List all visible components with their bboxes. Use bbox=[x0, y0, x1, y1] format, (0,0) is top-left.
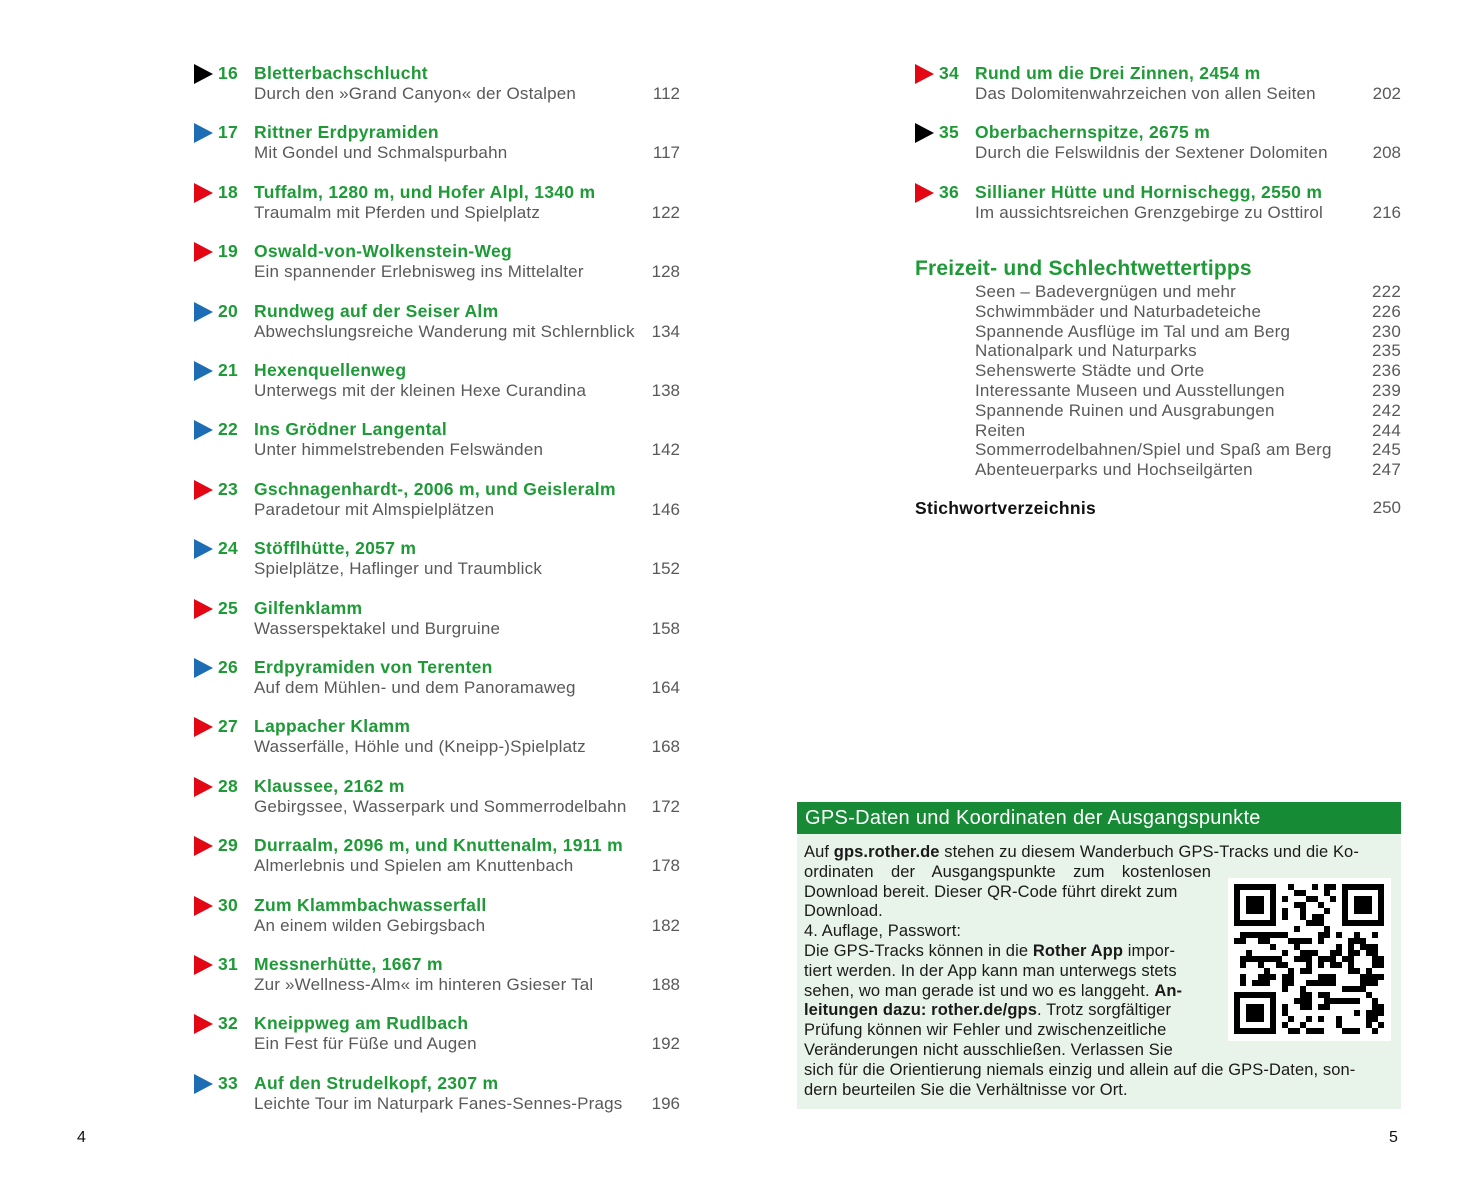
difficulty-triangle-icon bbox=[194, 361, 213, 381]
tip-label: Nationalpark und Naturparks bbox=[975, 341, 1197, 361]
gps-info-box bbox=[797, 802, 1401, 1109]
gps-text-line: tiert werden. In der App kann man unterwegs stets bbox=[804, 961, 1177, 980]
tip-label: Sehenswerte Städte und Orte bbox=[975, 361, 1205, 381]
tip-item[interactable] bbox=[975, 381, 1401, 401]
gps-text-part: sehen, wo man gerade ist und wo es langgeht. bbox=[804, 981, 1155, 1000]
tour-subtitle: Gebirgssee, Wasserpark und Sommerrodelbahn bbox=[254, 796, 627, 816]
toc-entry[interactable] bbox=[194, 418, 680, 462]
tour-title: Ins Grödner Langental bbox=[254, 419, 447, 440]
qr-code-icon[interactable] bbox=[1228, 878, 1391, 1041]
tour-number: 25 bbox=[218, 597, 239, 618]
difficulty-triangle-icon bbox=[194, 480, 213, 500]
gps-box-title: GPS-Daten und Koordinaten der Ausgangspunkte bbox=[797, 802, 1401, 834]
tip-page-number: 230 bbox=[1372, 321, 1401, 341]
tour-page-number: 172 bbox=[651, 796, 680, 816]
tip-page-number: 244 bbox=[1372, 420, 1401, 440]
gps-text-line bbox=[804, 942, 1211, 962]
tour-title: Messnerhütte, 1667 m bbox=[254, 954, 443, 974]
gps-text-part: Die GPS-Tracks können in die bbox=[804, 941, 1033, 960]
tour-title: Lappacher Klamm bbox=[254, 716, 411, 737]
toc-entry[interactable] bbox=[194, 1072, 680, 1116]
tour-page-number: 138 bbox=[651, 381, 680, 400]
gps-bold-text: An- bbox=[1154, 981, 1183, 1000]
tour-subtitle: Mit Gondel und Schmalspurbahn bbox=[254, 143, 508, 163]
tour-subtitle: Ein spannender Erlebnisweg ins Mittelalter bbox=[254, 262, 584, 282]
gps-link-text[interactable]: leitungen dazu: rother.de/gps bbox=[804, 1001, 1037, 1020]
tour-subtitle: Paradetour mit Almspielplätzen bbox=[254, 499, 495, 519]
right-page bbox=[738, 0, 1477, 1182]
toc-entry[interactable] bbox=[194, 894, 680, 938]
tour-number: 23 bbox=[218, 478, 239, 499]
tour-number: 27 bbox=[218, 716, 239, 737]
tour-number: 20 bbox=[218, 300, 239, 321]
tour-number: 32 bbox=[218, 1013, 239, 1034]
toc-entry[interactable] bbox=[194, 834, 680, 878]
difficulty-triangle-icon bbox=[915, 123, 934, 143]
tour-title: Durraalm, 2096 m, und Knuttenalm, 1911 m bbox=[254, 835, 623, 856]
difficulty-triangle-icon bbox=[194, 955, 213, 975]
page-number-right: 5 bbox=[1389, 1129, 1398, 1146]
tour-page-number: 112 bbox=[652, 84, 680, 103]
tour-title: Rittner Erdpyramiden bbox=[254, 122, 439, 143]
toc-entry[interactable] bbox=[194, 181, 680, 225]
tour-title: Rundweg auf der Seiser Alm bbox=[254, 300, 499, 321]
tip-item[interactable] bbox=[975, 440, 1401, 460]
tip-page-number: 245 bbox=[1372, 440, 1401, 460]
gps-link-text[interactable]: gps.rother.de bbox=[833, 843, 940, 861]
tour-subtitle: Das Dolomitenwahrzeichen von allen Seiten bbox=[975, 84, 1316, 103]
difficulty-triangle-icon bbox=[194, 1014, 213, 1034]
tour-page-number: 152 bbox=[651, 559, 680, 579]
tip-page-number: 226 bbox=[1372, 301, 1401, 321]
difficulty-triangle-icon bbox=[194, 64, 213, 84]
gps-text-line: dern beurteilen Sie die Verhältnisse vor Ort. bbox=[804, 1080, 1128, 1099]
tour-page-number: 192 bbox=[651, 1034, 680, 1054]
difficulty-triangle-icon bbox=[194, 717, 213, 737]
tour-page-number: 168 bbox=[651, 737, 680, 757]
tour-page-number: 122 bbox=[651, 202, 680, 222]
toc-entry[interactable] bbox=[915, 181, 1401, 225]
tour-page-number: 146 bbox=[651, 499, 680, 519]
tour-number: 28 bbox=[218, 775, 239, 796]
index-entry[interactable] bbox=[915, 498, 1401, 520]
difficulty-triangle-icon bbox=[194, 658, 213, 678]
tour-subtitle: Spielplätze, Haflinger und Traumblick bbox=[254, 559, 543, 579]
tour-page-number: 216 bbox=[1372, 202, 1401, 222]
difficulty-triangle-icon bbox=[194, 777, 213, 797]
tour-subtitle: Abwechslungsreiche Wanderung mit Schlernblick bbox=[254, 321, 635, 341]
toc-entry[interactable] bbox=[194, 62, 680, 106]
difficulty-triangle-icon bbox=[915, 64, 934, 84]
difficulty-triangle-icon bbox=[194, 183, 213, 203]
tour-page-number: 202 bbox=[1372, 84, 1401, 103]
gps-text-line: ordinaten der Ausgangspunkte zum kostenlosen bbox=[804, 862, 1211, 881]
toc-entry[interactable] bbox=[194, 775, 680, 819]
toc-entry[interactable] bbox=[194, 478, 680, 522]
tip-item[interactable] bbox=[975, 361, 1401, 381]
gps-text-line: 4. Auflage, Passwort: bbox=[804, 922, 962, 941]
page-number-left: 4 bbox=[77, 1129, 86, 1146]
toc-entry[interactable] bbox=[194, 597, 680, 641]
tour-number: 16 bbox=[218, 63, 239, 83]
gps-text-part: . Trotz sorgfältiger bbox=[1037, 1001, 1172, 1020]
difficulty-triangle-icon bbox=[194, 599, 213, 619]
difficulty-triangle-icon bbox=[194, 896, 213, 916]
tip-page-number: 239 bbox=[1372, 380, 1401, 400]
tour-subtitle: Unterwegs mit der kleinen Hexe Curandina bbox=[254, 381, 587, 400]
tip-label: Abenteuerparks und Hochseilgärten bbox=[975, 460, 1253, 480]
toc-entry[interactable] bbox=[915, 62, 1401, 106]
tour-subtitle: Almerlebnis und Spielen am Knuttenbach bbox=[254, 856, 574, 876]
tour-number: 29 bbox=[218, 835, 239, 856]
tour-page-number: 196 bbox=[651, 1093, 680, 1113]
gps-text-part: stehen zu diesem Wanderbuch GPS-Tracks und die Ko- bbox=[939, 843, 1359, 861]
tour-subtitle: Leichte Tour im Naturpark Fanes-Sennes-Prags bbox=[254, 1093, 623, 1113]
tip-item[interactable] bbox=[975, 322, 1401, 342]
tip-label: Sommerrodelbahnen/Spiel und Spaß am Berg bbox=[975, 440, 1332, 460]
tour-title: Oswald-von-Wolkenstein-Weg bbox=[254, 241, 513, 262]
tour-page-number: 117 bbox=[652, 143, 680, 163]
toc-entry[interactable] bbox=[915, 121, 1401, 165]
tour-subtitle: Wasserspektakel und Burgruine bbox=[254, 618, 501, 638]
tour-number: 30 bbox=[218, 894, 239, 915]
difficulty-triangle-icon bbox=[194, 836, 213, 856]
tour-title: Kneippweg am Rudlbach bbox=[254, 1013, 469, 1034]
tour-page-number: 208 bbox=[1372, 143, 1401, 163]
toc-entry[interactable] bbox=[194, 715, 680, 759]
difficulty-triangle-icon bbox=[194, 242, 213, 262]
difficulty-triangle-icon bbox=[194, 539, 213, 559]
tour-title: Stöfflhütte, 2057 m bbox=[254, 538, 417, 559]
tour-subtitle: Zur »Wellness-Alm« im hinteren Gsieser Tal bbox=[254, 975, 594, 994]
tour-number: 31 bbox=[218, 954, 239, 974]
tip-page-number: 235 bbox=[1372, 341, 1401, 361]
toc-entry[interactable] bbox=[194, 300, 680, 344]
tour-number: 21 bbox=[218, 360, 239, 380]
tour-number: 34 bbox=[939, 63, 960, 83]
gps-text-line: Download bereit. Dieser QR-Code führt direkt zum bbox=[804, 882, 1178, 901]
toc-entry[interactable] bbox=[194, 121, 680, 165]
difficulty-triangle-icon bbox=[915, 183, 934, 203]
toc-entry[interactable] bbox=[194, 240, 680, 284]
toc-entry[interactable] bbox=[194, 953, 680, 997]
tour-subtitle: Traumalm mit Pferden und Spielplatz bbox=[254, 202, 541, 222]
tour-page-number: 158 bbox=[651, 618, 680, 638]
gps-text-line: sich für die Orientierung niemals einzig und allein auf die GPS-Daten, son- bbox=[804, 1060, 1356, 1079]
toc-entry[interactable] bbox=[194, 359, 680, 403]
tip-item[interactable] bbox=[975, 282, 1401, 302]
tip-label: Interessante Museen und Ausstellungen bbox=[975, 380, 1285, 400]
tour-title: Gschnagenhardt-, 2006 m, und Geisleralm bbox=[254, 478, 616, 499]
gps-text-line: Download. bbox=[804, 902, 883, 921]
tour-title: Bletterbachschlucht bbox=[254, 63, 428, 83]
tour-page-number: 182 bbox=[651, 915, 680, 935]
tour-title: Rund um die Drei Zinnen, 2454 m bbox=[975, 63, 1261, 83]
left-page bbox=[0, 0, 738, 1182]
gps-text-line bbox=[804, 982, 1211, 1002]
tour-subtitle: Durch den »Grand Canyon« der Ostalpen bbox=[254, 84, 577, 103]
tour-number: 22 bbox=[218, 419, 239, 440]
difficulty-triangle-icon bbox=[194, 302, 213, 322]
tour-title: Oberbachernspitze, 2675 m bbox=[975, 122, 1211, 143]
tour-number: 36 bbox=[939, 181, 960, 202]
tip-label: Schwimmbäder und Naturbadeteiche bbox=[975, 301, 1262, 321]
difficulty-triangle-icon bbox=[194, 123, 213, 143]
index-label: Stichwortverzeichnis bbox=[915, 498, 1097, 518]
tour-subtitle: Im aussichtsreichen Grenzgebirge zu Osttirol bbox=[975, 202, 1323, 222]
tour-title: Tuffalm, 1280 m, und Hofer Alpl, 1340 m bbox=[254, 181, 596, 202]
tour-subtitle: An einem wilden Gebirgsbach bbox=[254, 915, 486, 935]
tip-label: Spannende Ausflüge im Tal und am Berg bbox=[975, 321, 1291, 341]
tour-title: Auf den Strudelkopf, 2307 m bbox=[254, 1072, 499, 1093]
gps-bold-text: Rother App bbox=[1032, 941, 1124, 960]
index-page-number: 250 bbox=[1372, 498, 1401, 517]
tour-number: 26 bbox=[218, 657, 239, 677]
tip-label: Seen – Badevergnügen und mehr bbox=[975, 282, 1236, 301]
gps-text-line bbox=[804, 1001, 1211, 1021]
tips-list bbox=[975, 282, 1401, 480]
tip-label: Spannende Ruinen und Ausgrabungen bbox=[975, 400, 1275, 420]
tour-page-number: 188 bbox=[651, 975, 680, 994]
tour-number: 35 bbox=[939, 122, 960, 143]
tip-item[interactable] bbox=[975, 341, 1401, 361]
tour-number: 24 bbox=[218, 538, 239, 559]
tour-page-number: 178 bbox=[651, 856, 680, 876]
tip-page-number: 236 bbox=[1372, 361, 1401, 381]
difficulty-triangle-icon bbox=[194, 420, 213, 440]
tour-title: Hexenquellenweg bbox=[254, 360, 407, 380]
difficulty-triangle-icon bbox=[194, 1074, 213, 1094]
tour-title: Gilfenklamm bbox=[254, 597, 363, 618]
tip-page-number: 247 bbox=[1372, 460, 1401, 480]
tour-title: Klaussee, 2162 m bbox=[254, 775, 405, 796]
tour-number: 33 bbox=[218, 1072, 239, 1093]
tour-number: 18 bbox=[218, 181, 239, 202]
tour-subtitle: Durch die Felswildnis der Sextener Dolomiten bbox=[975, 143, 1328, 163]
qr-code-graphic bbox=[1228, 878, 1391, 1041]
tour-title: Zum Klammbachwasserfall bbox=[254, 894, 487, 915]
tip-page-number: 222 bbox=[1372, 282, 1401, 301]
toc-entry[interactable] bbox=[194, 1012, 680, 1056]
tour-page-number: 164 bbox=[651, 678, 680, 697]
tour-number: 19 bbox=[218, 241, 239, 262]
tip-item[interactable] bbox=[975, 421, 1401, 441]
gps-text-part: Auf bbox=[804, 843, 834, 861]
tour-title: Erdpyramiden von Terenten bbox=[254, 657, 493, 677]
toc-entry[interactable] bbox=[194, 656, 680, 700]
gps-text-line: Prüfung können wir Fehler und zwischenzeitliche bbox=[804, 1021, 1167, 1040]
tip-item[interactable] bbox=[975, 401, 1401, 421]
tour-page-number: 134 bbox=[651, 321, 680, 341]
tour-subtitle: Unter himmelstrebenden Felswänden bbox=[254, 440, 544, 460]
tour-subtitle: Auf dem Mühlen- und dem Panoramaweg bbox=[254, 678, 576, 697]
tour-subtitle: Wasserfälle, Höhle und (Kneipp-)Spielplatz bbox=[254, 737, 586, 757]
gps-text-part: impor- bbox=[1123, 941, 1176, 960]
tour-page-number: 142 bbox=[651, 440, 680, 460]
tip-item[interactable] bbox=[975, 460, 1401, 480]
tour-number: 17 bbox=[218, 122, 239, 143]
tour-subtitle: Ein Fest für Füße und Augen bbox=[254, 1034, 477, 1054]
gps-text-line bbox=[804, 843, 1394, 863]
tip-label: Reiten bbox=[975, 420, 1026, 440]
toc-entry[interactable] bbox=[194, 537, 680, 581]
tour-page-number: 128 bbox=[651, 262, 680, 282]
tour-title: Sillianer Hütte und Hornischegg, 2550 m bbox=[975, 181, 1323, 202]
tips-section-title: Freizeit- und Schlechtwettertipps bbox=[915, 257, 1252, 280]
gps-text-line: Veränderungen nicht ausschließen. Verlassen Sie bbox=[804, 1040, 1173, 1059]
tip-item[interactable] bbox=[975, 302, 1401, 322]
tip-page-number: 242 bbox=[1372, 400, 1401, 420]
